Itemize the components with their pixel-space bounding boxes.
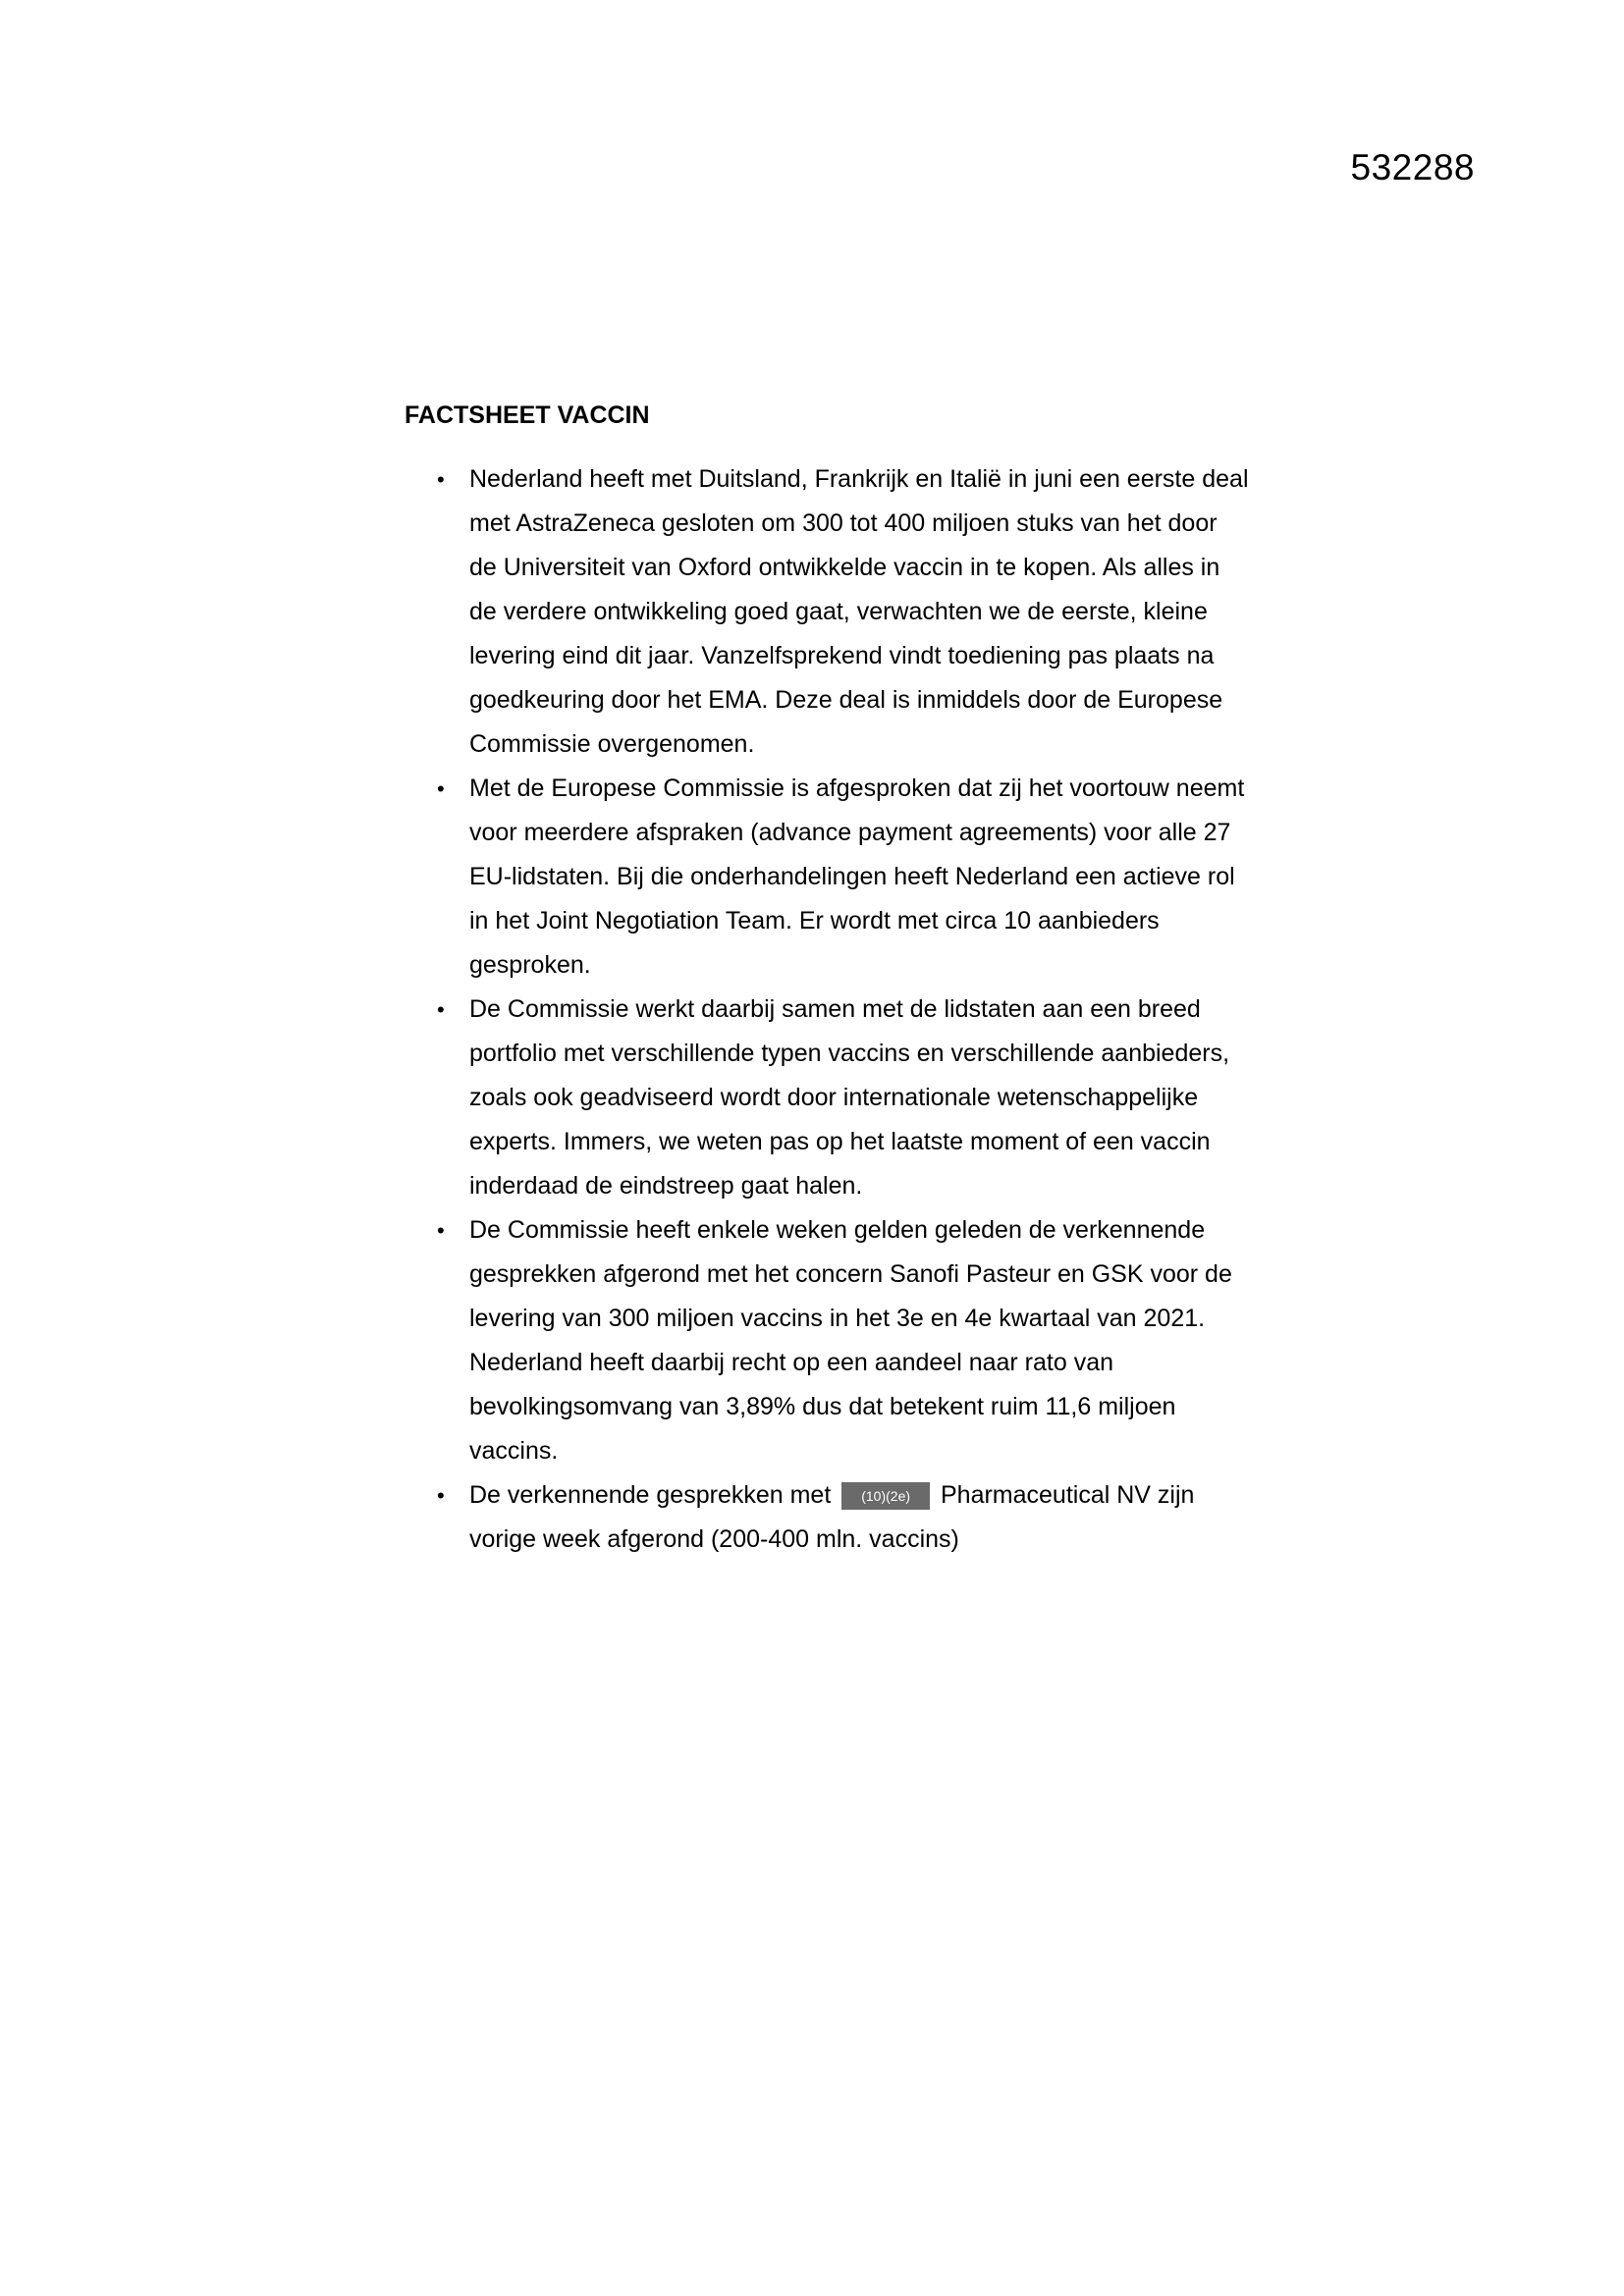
bullet-icon: • — [437, 1218, 445, 1243]
bullet-icon: • — [437, 1483, 445, 1508]
bullet-icon: • — [437, 997, 445, 1022]
list-item — [405, 767, 1249, 988]
list-item-text: De Commissie werkt daarbij samen met de lidstaten aan een breed portfolio met verschillende typen vaccins en verschillende aanbieders, zoals ook geadviseerd wordt door internationale wetenschappelijke experts. Immers, we weten pas op het laatste moment of een vaccin inderdaad de eindstreep gaat halen. — [469, 995, 1230, 1200]
page-title: FACTSHEET VACCIN — [405, 401, 650, 429]
list-item — [405, 988, 1249, 1208]
bullet-icon: • — [437, 467, 445, 492]
list-item — [405, 1208, 1249, 1473]
document-number: 532288 — [1350, 147, 1475, 187]
bullet-icon: • — [437, 776, 445, 801]
list-item-text-before: De verkennende gesprekken met — [469, 1481, 832, 1509]
list-item-text: Met de Europese Commissie is afgesproken dat zij het voortouw neemt voor meerdere afspraken (advance payment agreements) voor alle 27 EU-lidstaten. Bij die onderhandelingen heeft Nederland een actieve rol in het Joint Negotiation Team. Er wordt met circa 10 aanbieders gesproken. — [469, 774, 1245, 979]
factsheet-body — [405, 400, 1249, 1562]
bullet-list — [405, 457, 1249, 1562]
redaction-block: (10)(2e) — [841, 1482, 930, 1510]
list-item — [405, 1473, 1249, 1562]
list-item-text-after: Pharmaceutical NV zijn vorige week afgerond (200-400 mln. vaccins) — [469, 1481, 1195, 1553]
list-item — [405, 457, 1249, 767]
list-item-text: De Commissie heeft enkele weken gelden geleden de verkennende gesprekken afgerond met het concern Sanofi Pasteur en GSK voor de levering van 300 miljoen vaccins in het 3e en 4e kwartaal van 2021. Nederland heeft daarbij recht op een aandeel naar rato van bevolkingsomvang van 3,89% dus dat betekent ruim 11,6 miljoen vaccins. — [469, 1216, 1232, 1465]
list-item-text: Nederland heeft met Duitsland, Frankrijk en Italië in juni een eerste deal met AstraZeneca gesloten om 300 tot 400 miljoen stuks van het door de Universiteit van Oxford ontwikkelde vaccin in te kopen. Als alles in de verdere ontwikkeling goed gaat, verwachten we de eerste, kleine levering eind dit jaar. Vanzelfsprekend vindt toediening pas plaats na goedkeuring door het EMA. Deze deal is inmiddels door de Europese Commissie overgenomen. — [469, 465, 1249, 758]
